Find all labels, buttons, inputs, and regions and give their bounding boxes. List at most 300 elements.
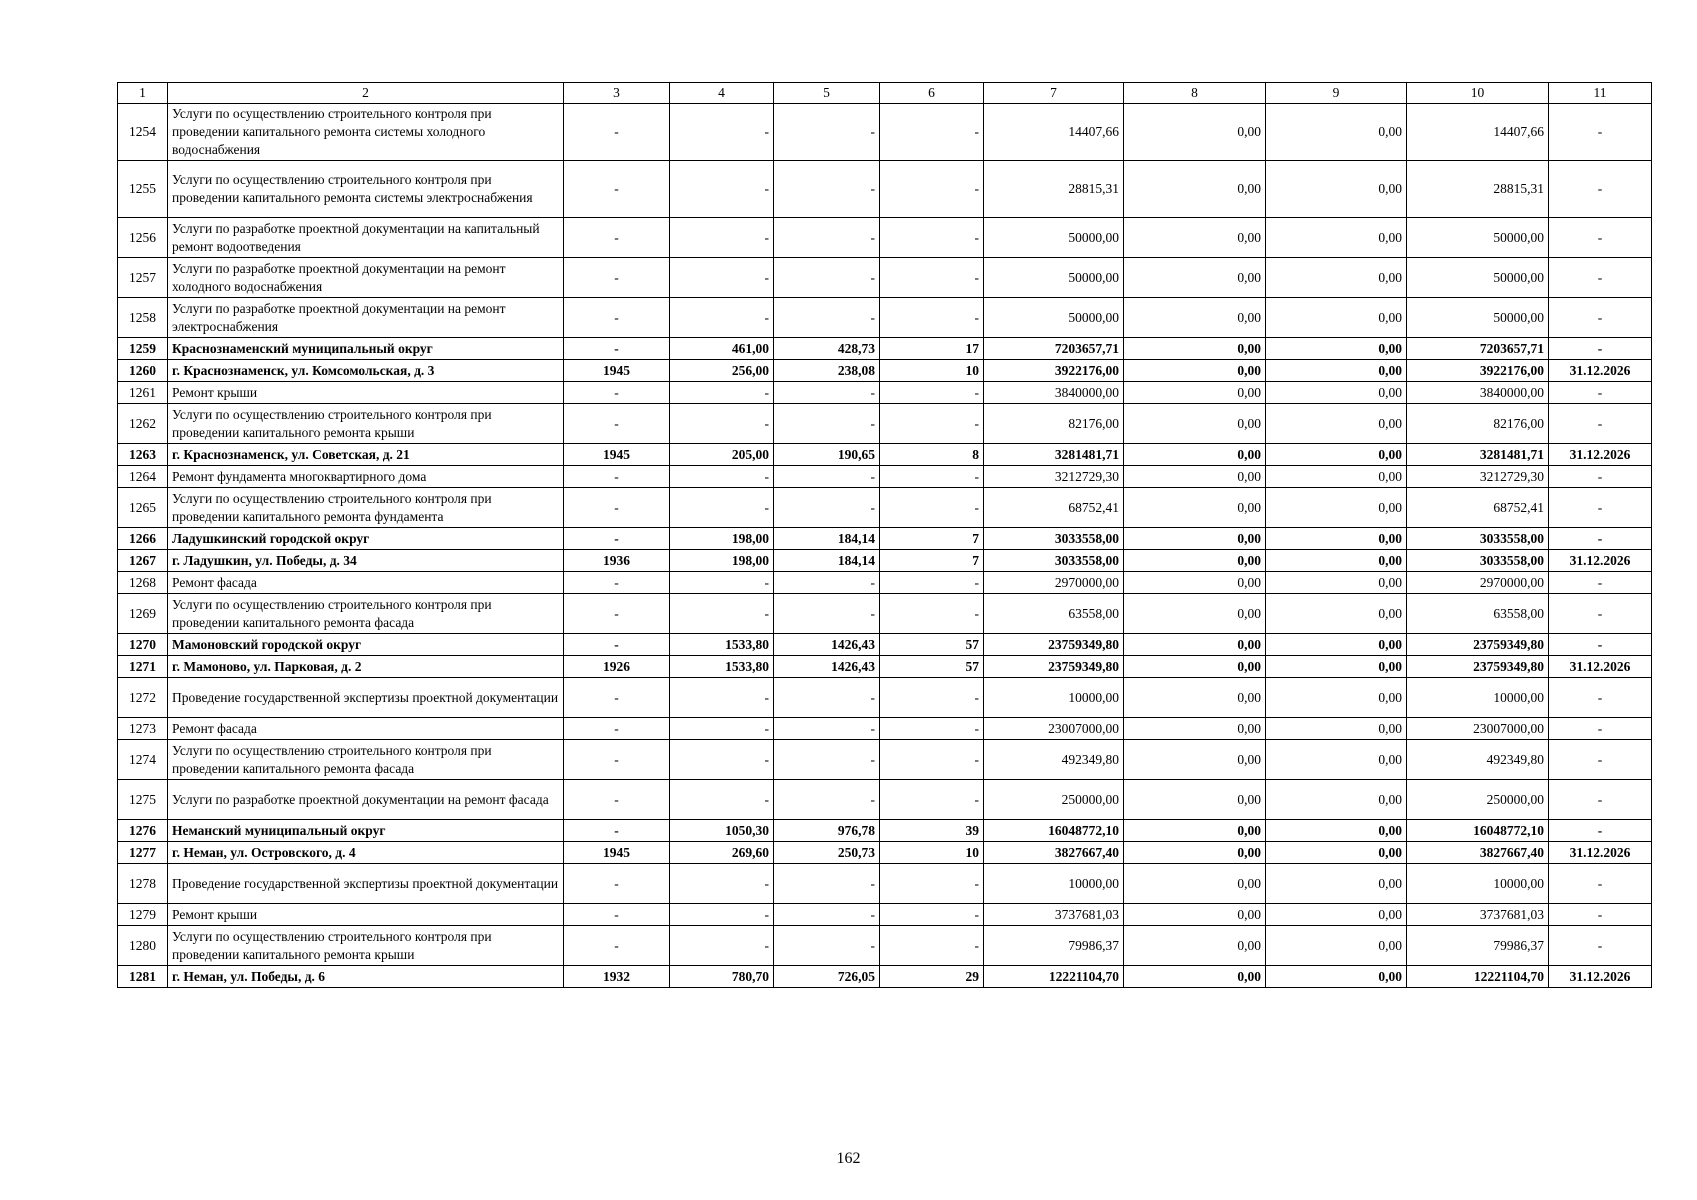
table-row [118,594,1652,634]
row-number-cell: 1269 [118,594,168,634]
row-name-cell: Услуги по разработке проектной документации на капитальный ремонт водоотведения [168,218,564,258]
residents-cell: - [880,926,984,966]
cost-federal-cell: 0,00 [1124,218,1266,258]
residents-cell: 39 [880,820,984,842]
row-name-cell: Проведение государственной экспертизы проектной документации [168,678,564,718]
row-name-cell: Проведение государственной экспертизы проектной документации [168,864,564,904]
deadline-cell: - [1549,382,1652,404]
deadline-cell: - [1549,740,1652,780]
cost-owners-cell: 10000,00 [1407,678,1549,718]
cost-total-cell: 12221104,70 [984,966,1124,988]
cost-owners-cell: 3737681,03 [1407,904,1549,926]
row-number-cell: 1256 [118,218,168,258]
table-row [118,842,1652,864]
header-cell: 2 [168,83,564,104]
cost-federal-cell: 0,00 [1124,444,1266,466]
residents-cell: - [880,382,984,404]
area-total-cell: - [670,718,774,740]
area-living-cell: 190,65 [774,444,880,466]
deadline-cell: - [1549,634,1652,656]
year-cell: - [564,382,670,404]
cost-regional-cell: 0,00 [1266,161,1407,218]
cost-regional-cell: 0,00 [1266,656,1407,678]
area-living-cell: 184,14 [774,528,880,550]
row-name-cell: Ладушкинский городской округ [168,528,564,550]
year-cell: - [564,718,670,740]
area-total-cell: 1050,30 [670,820,774,842]
cost-federal-cell: 0,00 [1124,634,1266,656]
cost-total-cell: 3922176,00 [984,360,1124,382]
area-living-cell: - [774,904,880,926]
deadline-cell: - [1549,218,1652,258]
cost-owners-cell: 3827667,40 [1407,842,1549,864]
header-cell: 8 [1124,83,1266,104]
deadline-cell: 31.12.2026 [1549,966,1652,988]
row-name-cell: Услуги по разработке проектной документации на ремонт фасада [168,780,564,820]
cost-regional-cell: 0,00 [1266,678,1407,718]
cost-federal-cell: 0,00 [1124,594,1266,634]
cost-regional-cell: 0,00 [1266,104,1407,161]
row-name-cell: Услуги по осуществлению строительного контроля при проведении капитального ремонта фундамента [168,488,564,528]
residents-cell: - [880,740,984,780]
table-row [118,382,1652,404]
cost-federal-cell: 0,00 [1124,360,1266,382]
row-number-cell: 1267 [118,550,168,572]
year-cell: - [564,904,670,926]
area-total-cell: 1533,80 [670,656,774,678]
cost-federal-cell: 0,00 [1124,926,1266,966]
residents-cell: - [880,466,984,488]
cost-federal-cell: 0,00 [1124,572,1266,594]
cost-regional-cell: 0,00 [1266,218,1407,258]
table-row [118,258,1652,298]
table-row [118,678,1652,718]
residents-cell: 7 [880,528,984,550]
row-number-cell: 1280 [118,926,168,966]
cost-regional-cell: 0,00 [1266,572,1407,594]
cost-owners-cell: 3033558,00 [1407,528,1549,550]
deadline-cell: - [1549,904,1652,926]
row-number-cell: 1265 [118,488,168,528]
cost-owners-cell: 2970000,00 [1407,572,1549,594]
year-cell: - [564,466,670,488]
cost-regional-cell: 0,00 [1266,904,1407,926]
area-living-cell: - [774,161,880,218]
cost-total-cell: 23759349,80 [984,656,1124,678]
cost-regional-cell: 0,00 [1266,404,1407,444]
residents-cell: 57 [880,656,984,678]
deadline-cell: - [1549,594,1652,634]
header-cell: 1 [118,83,168,104]
area-total-cell: - [670,740,774,780]
row-name-cell: Услуги по осуществлению строительного контроля при проведении капитального ремонта системы холодного водоснабжения [168,104,564,161]
header-cell: 10 [1407,83,1549,104]
cost-regional-cell: 0,00 [1266,820,1407,842]
area-total-cell: - [670,926,774,966]
deadline-cell: - [1549,678,1652,718]
year-cell: - [564,161,670,218]
row-number-cell: 1274 [118,740,168,780]
cost-total-cell: 63558,00 [984,594,1124,634]
row-number-cell: 1275 [118,780,168,820]
row-number-cell: 1262 [118,404,168,444]
deadline-cell: - [1549,104,1652,161]
deadline-cell: - [1549,718,1652,740]
residents-cell: - [880,904,984,926]
row-name-cell: г. Ладушкин, ул. Победы, д. 34 [168,550,564,572]
area-total-cell: 780,70 [670,966,774,988]
row-number-cell: 1270 [118,634,168,656]
row-number-cell: 1277 [118,842,168,864]
cost-regional-cell: 0,00 [1266,926,1407,966]
area-total-cell: - [670,594,774,634]
deadline-cell: - [1549,488,1652,528]
cost-federal-cell: 0,00 [1124,740,1266,780]
row-name-cell: г. Неман, ул. Островского, д. 4 [168,842,564,864]
residents-cell: - [880,298,984,338]
row-name-cell: Услуги по осуществлению строительного контроля при проведении капитального ремонта крыши [168,404,564,444]
year-cell: - [564,104,670,161]
row-number-cell: 1261 [118,382,168,404]
header-cell: 5 [774,83,880,104]
area-total-cell: - [670,382,774,404]
deadline-cell: - [1549,528,1652,550]
area-living-cell: - [774,404,880,444]
residents-cell: - [880,718,984,740]
deadline-cell: - [1549,926,1652,966]
year-cell: - [564,780,670,820]
cost-owners-cell: 250000,00 [1407,780,1549,820]
cost-federal-cell: 0,00 [1124,161,1266,218]
row-number-cell: 1268 [118,572,168,594]
cost-owners-cell: 3033558,00 [1407,550,1549,572]
table-row [118,780,1652,820]
table-row [118,820,1652,842]
area-living-cell: 1426,43 [774,634,880,656]
cost-total-cell: 82176,00 [984,404,1124,444]
row-name-cell: Ремонт фасада [168,718,564,740]
row-number-cell: 1255 [118,161,168,218]
deadline-cell: - [1549,338,1652,360]
row-name-cell: Услуги по разработке проектной документации на ремонт электроснабжения [168,298,564,338]
table-row [118,718,1652,740]
cost-regional-cell: 0,00 [1266,528,1407,550]
residents-cell: 7 [880,550,984,572]
deadline-cell: 31.12.2026 [1549,656,1652,678]
year-cell: - [564,528,670,550]
register-table [117,82,1652,988]
area-total-cell: - [670,258,774,298]
table-row [118,528,1652,550]
residents-cell: - [880,404,984,444]
table-row [118,360,1652,382]
year-cell: - [564,338,670,360]
header-cell: 3 [564,83,670,104]
deadline-cell: - [1549,258,1652,298]
row-number-cell: 1260 [118,360,168,382]
area-living-cell: 1426,43 [774,656,880,678]
area-living-cell: 238,08 [774,360,880,382]
residents-cell: 57 [880,634,984,656]
cost-total-cell: 28815,31 [984,161,1124,218]
year-cell: - [564,634,670,656]
year-cell: 1945 [564,360,670,382]
deadline-cell: - [1549,820,1652,842]
area-living-cell: - [774,258,880,298]
row-number-cell: 1259 [118,338,168,360]
area-total-cell: - [670,678,774,718]
cost-regional-cell: 0,00 [1266,634,1407,656]
year-cell: 1936 [564,550,670,572]
residents-cell: - [880,780,984,820]
residents-cell: - [880,864,984,904]
cost-total-cell: 50000,00 [984,258,1124,298]
cost-federal-cell: 0,00 [1124,780,1266,820]
cost-owners-cell: 23007000,00 [1407,718,1549,740]
table-row [118,550,1652,572]
cost-regional-cell: 0,00 [1266,594,1407,634]
table-row [118,161,1652,218]
residents-cell: 10 [880,842,984,864]
year-cell: 1932 [564,966,670,988]
header-cell: 4 [670,83,774,104]
area-total-cell: 269,60 [670,842,774,864]
row-name-cell: Ремонт крыши [168,904,564,926]
cost-federal-cell: 0,00 [1124,488,1266,528]
year-cell: 1926 [564,656,670,678]
area-total-cell: 198,00 [670,550,774,572]
row-name-cell: Услуги по осуществлению строительного контроля при проведении капитального ремонта системы электроснабжения [168,161,564,218]
row-number-cell: 1273 [118,718,168,740]
cost-total-cell: 3281481,71 [984,444,1124,466]
area-living-cell: 428,73 [774,338,880,360]
year-cell: - [564,594,670,634]
header-cell: 6 [880,83,984,104]
table-row [118,634,1652,656]
residents-cell: - [880,572,984,594]
cost-owners-cell: 3281481,71 [1407,444,1549,466]
cost-federal-cell: 0,00 [1124,904,1266,926]
area-total-cell: - [670,104,774,161]
cost-regional-cell: 0,00 [1266,298,1407,338]
row-number-cell: 1266 [118,528,168,550]
row-name-cell: г. Неман, ул. Победы, д. 6 [168,966,564,988]
row-name-cell: г. Мамоново, ул. Парковая, д. 2 [168,656,564,678]
cost-owners-cell: 492349,80 [1407,740,1549,780]
residents-cell: 17 [880,338,984,360]
header-cell: 11 [1549,83,1652,104]
cost-total-cell: 23007000,00 [984,718,1124,740]
year-cell: - [564,926,670,966]
cost-owners-cell: 3840000,00 [1407,382,1549,404]
cost-regional-cell: 0,00 [1266,360,1407,382]
cost-regional-cell: 0,00 [1266,488,1407,528]
header-cell: 7 [984,83,1124,104]
area-total-cell: - [670,572,774,594]
area-living-cell: 184,14 [774,550,880,572]
cost-regional-cell: 0,00 [1266,258,1407,298]
cost-total-cell: 2970000,00 [984,572,1124,594]
area-living-cell: - [774,298,880,338]
area-living-cell: - [774,780,880,820]
residents-cell: - [880,488,984,528]
cost-total-cell: 3033558,00 [984,550,1124,572]
residents-cell: - [880,161,984,218]
deadline-cell: 31.12.2026 [1549,842,1652,864]
cost-federal-cell: 0,00 [1124,656,1266,678]
cost-total-cell: 3212729,30 [984,466,1124,488]
cost-total-cell: 50000,00 [984,298,1124,338]
row-number-cell: 1258 [118,298,168,338]
cost-federal-cell: 0,00 [1124,258,1266,298]
cost-federal-cell: 0,00 [1124,298,1266,338]
deadline-cell: - [1549,298,1652,338]
deadline-cell: 31.12.2026 [1549,550,1652,572]
area-total-cell: - [670,864,774,904]
table-row [118,864,1652,904]
cost-federal-cell: 0,00 [1124,104,1266,161]
row-number-cell: 1271 [118,656,168,678]
cost-total-cell: 3033558,00 [984,528,1124,550]
cost-federal-cell: 0,00 [1124,404,1266,444]
area-total-cell: 205,00 [670,444,774,466]
cost-federal-cell: 0,00 [1124,528,1266,550]
cost-total-cell: 68752,41 [984,488,1124,528]
area-living-cell: - [774,488,880,528]
row-name-cell: Неманский муниципальный округ [168,820,564,842]
area-total-cell: 461,00 [670,338,774,360]
row-name-cell: Услуги по осуществлению строительного контроля при проведении капитального ремонта фасада [168,594,564,634]
table-row [118,404,1652,444]
cost-regional-cell: 0,00 [1266,966,1407,988]
table-row [118,966,1652,988]
residents-cell: 10 [880,360,984,382]
year-cell: - [564,218,670,258]
area-total-cell: - [670,404,774,444]
row-number-cell: 1257 [118,258,168,298]
row-name-cell: Ремонт фасада [168,572,564,594]
cost-federal-cell: 0,00 [1124,820,1266,842]
table-row [118,656,1652,678]
cost-regional-cell: 0,00 [1266,550,1407,572]
row-number-cell: 1264 [118,466,168,488]
year-cell: - [564,740,670,780]
residents-cell: 8 [880,444,984,466]
area-total-cell: - [670,488,774,528]
deadline-cell: - [1549,161,1652,218]
deadline-cell: - [1549,404,1652,444]
header-cell: 9 [1266,83,1407,104]
cost-federal-cell: 0,00 [1124,966,1266,988]
cost-regional-cell: 0,00 [1266,864,1407,904]
area-total-cell: - [670,780,774,820]
column-number-header [118,83,1652,104]
year-cell: 1945 [564,842,670,864]
deadline-cell: - [1549,780,1652,820]
row-name-cell: Услуги по разработке проектной документации на ремонт холодного водоснабжения [168,258,564,298]
table-row [118,444,1652,466]
area-living-cell: - [774,740,880,780]
cost-federal-cell: 0,00 [1124,382,1266,404]
year-cell: - [564,488,670,528]
cost-owners-cell: 63558,00 [1407,594,1549,634]
year-cell: - [564,258,670,298]
cost-owners-cell: 3212729,30 [1407,466,1549,488]
area-living-cell: - [774,718,880,740]
cost-owners-cell: 68752,41 [1407,488,1549,528]
area-living-cell: 250,73 [774,842,880,864]
area-living-cell: - [774,218,880,258]
cost-regional-cell: 0,00 [1266,382,1407,404]
cost-owners-cell: 50000,00 [1407,258,1549,298]
cost-federal-cell: 0,00 [1124,466,1266,488]
area-living-cell: - [774,382,880,404]
cost-regional-cell: 0,00 [1266,842,1407,864]
cost-total-cell: 14407,66 [984,104,1124,161]
area-living-cell: - [774,926,880,966]
cost-total-cell: 16048772,10 [984,820,1124,842]
area-living-cell: - [774,864,880,904]
deadline-cell: 31.12.2026 [1549,444,1652,466]
cost-total-cell: 79986,37 [984,926,1124,966]
cost-owners-cell: 7203657,71 [1407,338,1549,360]
area-total-cell: 1533,80 [670,634,774,656]
page-number: 162 [836,1150,861,1167]
residents-cell: - [880,218,984,258]
area-living-cell: 726,05 [774,966,880,988]
cost-federal-cell: 0,00 [1124,842,1266,864]
cost-owners-cell: 23759349,80 [1407,656,1549,678]
row-number-cell: 1276 [118,820,168,842]
deadline-cell: - [1549,466,1652,488]
cost-federal-cell: 0,00 [1124,338,1266,360]
row-name-cell: Услуги по осуществлению строительного контроля при проведении капитального ремонта крыши [168,926,564,966]
table-row [118,904,1652,926]
table-row [118,572,1652,594]
cost-total-cell: 7203657,71 [984,338,1124,360]
cost-owners-cell: 79986,37 [1407,926,1549,966]
row-number-cell: 1254 [118,104,168,161]
deadline-cell: - [1549,864,1652,904]
cost-federal-cell: 0,00 [1124,678,1266,718]
cost-total-cell: 3840000,00 [984,382,1124,404]
cost-owners-cell: 14407,66 [1407,104,1549,161]
row-name-cell: Краснознаменский муниципальный округ [168,338,564,360]
cost-owners-cell: 50000,00 [1407,298,1549,338]
row-name-cell: Услуги по осуществлению строительного контроля при проведении капитального ремонта фасада [168,740,564,780]
deadline-cell: - [1549,572,1652,594]
area-living-cell: - [774,104,880,161]
area-living-cell: - [774,572,880,594]
cost-owners-cell: 3922176,00 [1407,360,1549,382]
row-number-cell: 1281 [118,966,168,988]
row-name-cell: Ремонт фундамента многоквартирного дома [168,466,564,488]
cost-owners-cell: 10000,00 [1407,864,1549,904]
cost-owners-cell: 12221104,70 [1407,966,1549,988]
cost-regional-cell: 0,00 [1266,444,1407,466]
year-cell: - [564,572,670,594]
cost-federal-cell: 0,00 [1124,864,1266,904]
year-cell: - [564,864,670,904]
cost-owners-cell: 50000,00 [1407,218,1549,258]
table-row [118,926,1652,966]
residents-cell: - [880,104,984,161]
cost-federal-cell: 0,00 [1124,718,1266,740]
cost-regional-cell: 0,00 [1266,740,1407,780]
cost-regional-cell: 0,00 [1266,780,1407,820]
cost-owners-cell: 16048772,10 [1407,820,1549,842]
row-number-cell: 1279 [118,904,168,926]
